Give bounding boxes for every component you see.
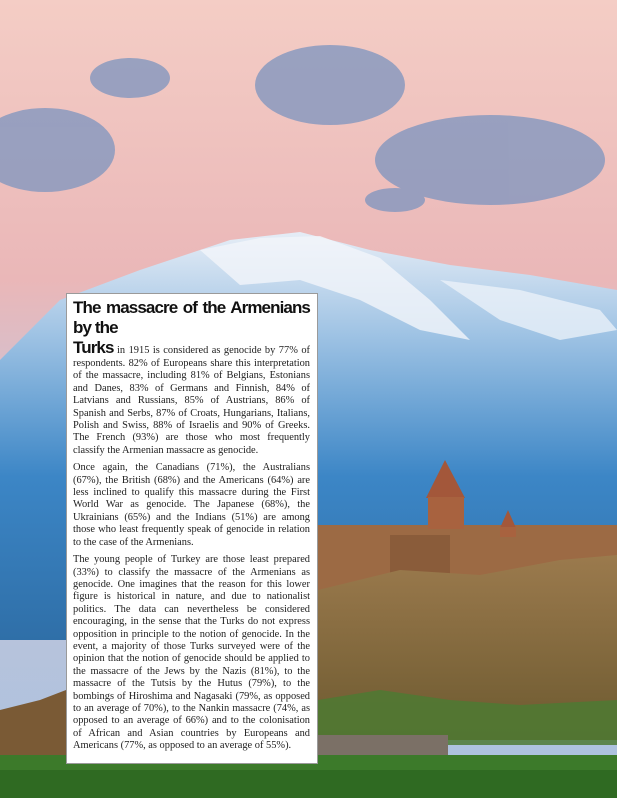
paragraph-1-text: in 1915 is considered as genocide by 77% of respondents. 82% of Europeans share this interpretation of the massacre, including 81% of Belgians, Estonians and Danes, 83% of Germans and Finnish, 84% of Latvians and Russians, 85% of Austrians, 86% of Spanish and Serbs, 87% of Croats, Hungarians, Italians, Polish and Swiss, 88% of Israelis and 90% of Greeks. The French (93%) are those who most frequently classify the Armenian massacre as genocide. xyxy=(73,345,310,456)
paragraph-3: The young people of Turkey are those least prepared (33%) to classify the massacre of the Armenians as genocide. One imagines that the reason for this lower figure is historical in nature, and due to nationalist politics. The data can nevertheless be considered encouraging, in the sense that the Turks do not express opposition in principle to the notion of genocide. In the event, a majority of those Turks surveyed were of the opinion that the notion of genocide should be applied to the massacre of the Jews by the Nazis (81%), to the massacre of the Tutsis by the Hutus (79%), to the bombings of Hiroshima and Nagasaki (79%, as opposed to an average of 70%), to the Nankin massacre (74%, as opposed to an average of 66%) and to the colonisation of African and Asian countries by Europeans and Americans (77%, as opposed to an average of 55%). xyxy=(73,554,310,752)
paragraph-1 xyxy=(73,298,310,457)
article-title-continued: Turks xyxy=(73,338,114,357)
article-title: The massacre of the Armenians by the xyxy=(73,298,310,337)
article-text-box xyxy=(66,293,318,764)
paragraph-2: Once again, the Canadians (71%), the Australians (67%), the British (68%) and the Americans (64%) are less inclined to qualify this massacre during the First World War as genocide. The Japanese (68%), the Ukrainians (65%) and the Indians (51%) are among those who least frequently speak of genocide in relation to the case of the Armenians. xyxy=(73,462,310,548)
